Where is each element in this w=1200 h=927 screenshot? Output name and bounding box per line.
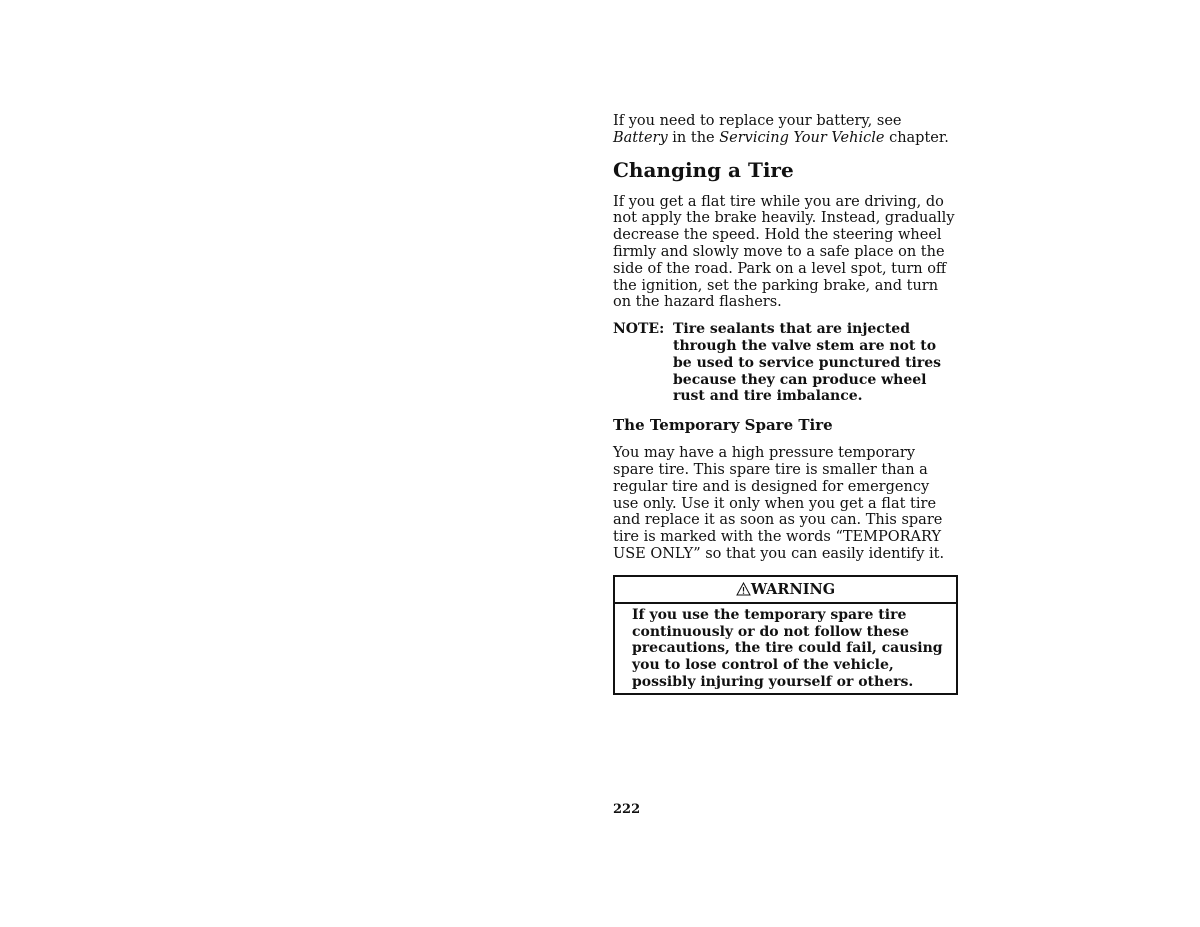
page-number: 222 xyxy=(613,802,641,817)
battery-reference xyxy=(613,113,958,147)
section-title: Changing a Tire xyxy=(613,157,794,182)
section-body: If you get a flat tire while you are driving, do not apply the brake heavily. Instead, gradually decrease the speed. Hold the steering wheel firmly and slowly move to a safe place on the side of the road. Park on a level spot, turn off the ignition, set the parking brake, and turn on the hazard flashers. xyxy=(613,193,955,311)
chapter-reference-title: Servicing Your Vehicle xyxy=(719,129,885,146)
text-column xyxy=(613,113,958,695)
note-block xyxy=(613,321,958,405)
subsection-title: The Temporary Spare Tire xyxy=(613,416,833,435)
note-label: NOTE: xyxy=(613,321,665,338)
warning-triangle-icon xyxy=(736,582,751,596)
intro-text-end: chapter. xyxy=(884,129,949,146)
intro-text-middle: in the xyxy=(667,129,720,146)
warning-header xyxy=(615,577,956,604)
subsection-body: You may have a high pressure temporary spare tire. This spare tire is smaller than a regular tire and is designed for emergency use only. Use it only when you get a flat tire and replace it as soon as you can. This spare tire is marked with the words “TEMPORARY USE ONLY” so that you can easily identify it. xyxy=(613,445,945,562)
note-text: Tire sealants that are injected through the valve stem are not to be used to service punctured tires because they can produce wheel rust and tire imbalance. xyxy=(673,321,942,405)
warning-box xyxy=(613,575,958,695)
battery-reference-title: Battery xyxy=(613,129,668,146)
warning-text: If you use the temporary spare tire continuously or do not follow these precautions, the tire could fail, causing you to lose control of the vehicle, possibly injuring yourself or others. xyxy=(632,606,943,690)
warning-title: WARNING xyxy=(750,580,836,598)
intro-text: If you need to replace your battery, see xyxy=(613,113,902,129)
